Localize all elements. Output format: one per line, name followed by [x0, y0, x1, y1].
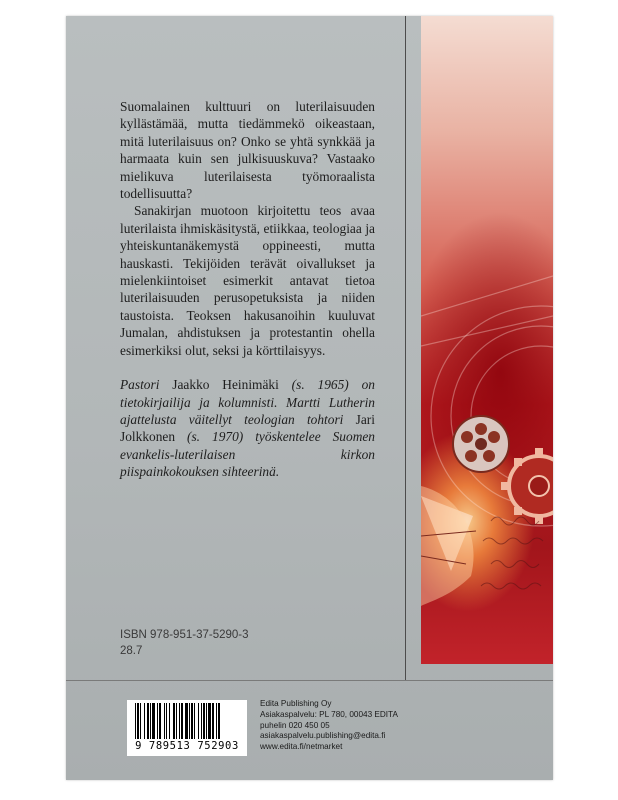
gear-icon	[501, 448, 553, 524]
author-name-1: Jaakko Heinimäki	[172, 377, 279, 393]
barcode-bar	[147, 703, 149, 739]
blurb-paragraph-2: Sanakirjan muotoon kirjoitettu teos avaa luterilaista ihmiskäsitystä, etiikkaa, teologiaa ja yhteiskuntanäkemystä oppineesti, mutta hauskasti. Tekijöiden terävät oivallukset ja mielenkiintoiset esimerkit antavat tietoa luterilaisuuden perusopetuksista ja niiden taustoista. Teoksen hakusanoihin kuuluvat Jumalan, ahdistuksen ja protestantin ohella esimerkiksi olut, seksi ja körttilaisyys.	[120, 203, 375, 358]
barcode-bar	[157, 703, 158, 739]
publisher-name: Edita Publishing Oy	[260, 699, 332, 708]
barcode-bar	[194, 703, 195, 739]
cover-artwork	[421, 16, 553, 664]
barcode-bar	[159, 703, 161, 739]
publisher-address: Asiakaspalvelu: PL 780, 00043 EDITA	[260, 709, 398, 719]
sundial-icon	[421, 486, 476, 606]
bio-text-1: Pastori	[120, 377, 173, 393]
barcode-bar	[179, 703, 180, 739]
barcode-bar	[208, 703, 211, 739]
isbn-number: ISBN 978-951-37-5290-3	[120, 629, 249, 641]
publisher-website[interactable]: www.edita.fi/netmarket	[260, 742, 343, 752]
barcode-bar	[135, 703, 136, 739]
barcode-bar	[169, 703, 170, 739]
barcode	[127, 700, 247, 756]
barcode-bar	[166, 703, 167, 739]
handwriting-decoration	[481, 517, 543, 589]
barcode-bar	[216, 703, 217, 739]
barcode-bar	[185, 703, 188, 739]
film-reel-gear-illustration	[421, 16, 553, 664]
publisher-info	[260, 699, 398, 753]
barcode-bar	[212, 703, 214, 739]
film-reel-icon	[453, 416, 509, 472]
barcode-bar	[206, 703, 207, 739]
author-name-2: Jari Jolkkonen	[120, 411, 375, 445]
blurb-paragraph-1: Suomalainen kulttuuri on luterilaisuuden kyllästämää, mutta tiedämmekö oikeastaan, mitä luterilaisuus on? Onko se yhtä synkkää ja harmaata kuin sen julkisuuskuva? Vastaako mielikuva luterilaisesta työmoraalista todellisuutta?	[120, 99, 375, 202]
author-bio	[120, 376, 375, 480]
barcode-bar	[137, 703, 139, 739]
barcode-bar	[152, 703, 155, 739]
barcode-bar	[173, 703, 175, 739]
barcode-bar	[189, 703, 190, 739]
barcode-bar	[203, 703, 205, 739]
barcode-bar	[181, 703, 183, 739]
barcode-bar	[150, 703, 151, 739]
bio-text-3: (s. 1970) työskentelee Suomen evankelis-luterilaisen kirkon piispainkokouksen sihteerinä.	[120, 429, 375, 480]
barcode-bar	[144, 703, 145, 739]
back-cover-text	[120, 98, 375, 481]
library-classification: 28.7	[120, 645, 143, 657]
isbn-block	[120, 627, 249, 659]
publisher-email[interactable]: asiakaspalvelu.publishing@edita.fi	[260, 731, 386, 741]
barcode-bar	[201, 703, 202, 739]
bio-text-2: (s. 1965) on tietokirjailija ja kolumnisti. Martti Lutherin ajattelusta väitellyt teologian tohtori	[120, 377, 375, 427]
barcode-bar	[176, 703, 177, 739]
barcode-bar	[191, 703, 193, 739]
barcode-digits: 9 789513 752903	[135, 740, 239, 752]
barcode-bar	[140, 703, 141, 739]
barcode-bar	[198, 703, 199, 739]
barcode-bar	[218, 703, 220, 739]
publisher-phone: puhelin 020 450 05	[260, 720, 330, 730]
horizontal-divider	[66, 680, 553, 681]
vertical-divider	[405, 16, 406, 680]
barcode-bar	[164, 703, 165, 739]
